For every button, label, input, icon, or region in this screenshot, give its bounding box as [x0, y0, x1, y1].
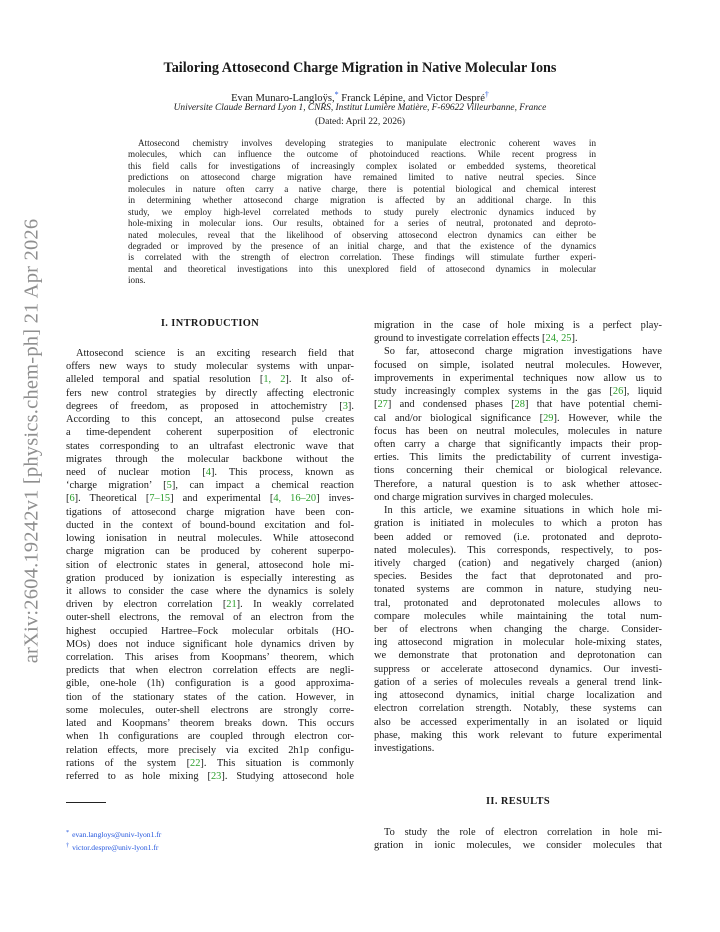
text-line: cal and/or biological significance [29]. However, while the: [374, 412, 663, 424]
text-line: some molecules, outer-shell electrons are strongly corre-: [66, 704, 354, 716]
text-line: in determining whether attosecond charge migration is affected by an additional charge. In this: [128, 195, 596, 206]
text-line: we demonstrate that protonation and deprotonation can: [374, 650, 662, 662]
author-1-footnote-link[interactable]: *: [334, 90, 339, 99]
text-line: MOs) does not induce significant hole dynamics driven by: [66, 638, 354, 650]
text-line: Attosecond chemistry involves developing strategies to manipulate electronic coherent waves in: [138, 138, 596, 148]
text-line: phase, making this work relevant to future experimental: [374, 729, 662, 741]
text-line: often carry a charge that significantly impacts their prop-: [374, 438, 662, 450]
citation-link[interactable]: 24, 25: [545, 333, 572, 345]
text-line: predictions on attosecond charge migration have remained limited to native neutral species. Since: [128, 172, 596, 183]
text-line: improvements in experimental techniques now allow us to: [374, 372, 662, 384]
date-line: (Dated: April 22, 2026): [314, 116, 406, 127]
text-line: ond charge migration survives in charged molecules.: [374, 491, 594, 503]
text-line: tion of the stationary states of the cation. However, in: [66, 691, 354, 703]
text-line: tions concerning their chemical or biological relevance.: [374, 465, 662, 477]
text-line: In this article, we examine situations in which hole mi-: [384, 505, 662, 517]
text-line: this field calls for investigations of increasingly complex isolated or embedded systems, theoretical: [128, 160, 596, 171]
footnotes: [66, 827, 354, 853]
citation-link[interactable]: 23: [210, 771, 222, 782]
paper-title: Tailoring Attosecond Charge Migration in Native Molecular Ions: [163, 60, 557, 76]
citation-link[interactable]: 26: [612, 386, 624, 398]
text-line: gration produced by ionization is especially interesting as: [66, 572, 354, 584]
text-line: So far, attosecond charge migration investigations have: [384, 346, 662, 358]
text-line: gration in ionic molecules, we consider molecules that: [374, 840, 662, 852]
text-line: driven by electron correlation [21]. In weakly correlated: [66, 599, 354, 611]
text-line: focus has been on neutral molecules, molecules in nature: [374, 425, 662, 437]
text-line: lowing ionisation in neutral molecules. While attosecond: [66, 533, 354, 545]
text-line: when 1h configurations are coupled through electron cor-: [66, 731, 354, 743]
footnote-1-email[interactable]: evan.langloys@univ-lyon1.fr: [72, 830, 162, 839]
text-line: also be accessed experimentally in an isolated or liquid: [374, 716, 662, 728]
section-heading-results: II. RESULTS: [485, 796, 551, 807]
text-line: referred to as hole mixing [23]. Studying attosecond hole: [66, 771, 354, 782]
author-2-3: Franck Lépine, and Victor Despré: [338, 93, 485, 104]
text-line: investigations.: [374, 743, 435, 754]
citation-link[interactable]: 7–15: [149, 493, 171, 505]
text-line: mental and theoretical investigations into this unexplored field of attosecond dynamics in molecular: [128, 263, 596, 274]
text-line: is correlated with the strength of electron correlation. These findings will stimulate further experi-: [128, 252, 596, 263]
text-line: hole-mixing in molecular ions. Our results, obtained for a series of neutral, protonated and deproto-: [128, 218, 596, 229]
arxiv-identifier-text: arXiv:2604.19242v1 [physics.chem-ph] 21 Apr 2026: [20, 218, 43, 664]
text-line: ber of electrons when changing the charge. Consider-: [374, 624, 662, 636]
text-line: compare molecules while maintaining the total num-: [374, 610, 662, 622]
text-line: it allows to consider the case where the dynamics is solely: [66, 585, 354, 597]
text-line: alleled temporal and spatial resolution [1, 2]. It also of-: [66, 374, 355, 386]
text-line: study increasingly complex systems in the gas [26], liquid: [374, 386, 662, 398]
text-line: rations of the system [22]. This situation is commonly: [66, 757, 354, 769]
citation-link[interactable]: 28: [514, 399, 525, 411]
text-line: nated molecules). This corresponds, respectively, to pos-: [374, 544, 662, 556]
abstract: [128, 138, 596, 287]
text-line: gration is initiated in molecules to which a proton has: [374, 518, 662, 530]
footnote-1-mark: *: [66, 829, 70, 836]
text-line: [6]. Theoretical [7–15] and experimental [4, 16–20] inves-: [66, 493, 354, 505]
text-line: ducted in the context of bound-bound excitation and fol-: [66, 519, 354, 531]
text-line: gible, one-hole (1h) configuration is a good approxima-: [66, 678, 354, 690]
citation-link[interactable]: 6: [69, 493, 75, 505]
text-line: relation effects, more precisely via excited 2h1p configu-: [66, 744, 354, 756]
text-line: ing attosecond migration in molecular hole-mixing states,: [374, 637, 662, 649]
text-line: predicts that when electron correlation effects are negli-: [66, 665, 354, 677]
text-line: ing attosecond dynamics, initial charge localization and: [374, 690, 662, 702]
results-paragraph: [374, 826, 662, 852]
text-line: suppress or accelerate attosecond dynamics. Our investi-: [374, 663, 662, 675]
arxiv-identifier-stamp: [12, 206, 52, 676]
citation-link[interactable]: 4, 16–20: [273, 493, 317, 505]
author-1: Evan Munaro-Langloÿs,: [231, 93, 335, 104]
text-line: states corresponding to an ultrafast electronic wave that: [66, 440, 354, 452]
citation-link[interactable]: 27: [377, 399, 388, 411]
left-column: [66, 347, 354, 783]
text-line: outer-shell electrons, the removal of an electron from the: [66, 612, 354, 624]
citation-link[interactable]: 4: [205, 466, 211, 478]
footnote-2-email[interactable]: victor.despre@univ-lyon1.fr: [72, 843, 159, 852]
text-line: nated molecules, reveal that the likelihood of observing attosecond electron dynamics can either be: [128, 229, 596, 240]
text-line: study, we employ high-level correlated methods to study purely electronic dynamics induced by: [128, 206, 596, 217]
text-line: To study the role of electron correlation in hole mi-: [384, 827, 662, 838]
text-line: been added or removed (i.e. protonated and deproto-: [374, 531, 662, 543]
text-line: species. Besides the fact that deprotonated and pro-: [374, 571, 662, 583]
text-line: charge migration can be produced by coherent superpo-: [66, 546, 354, 558]
text-line: erties. This limits the predictability of current investiga-: [374, 452, 662, 464]
text-line: highest occupied Hartree–Fock molecular orbitals (HO-: [66, 625, 354, 637]
text-line: correlation. This arises from Koopmans’ theorem, which: [66, 652, 354, 664]
text-line: tral, protonated and deprotonated molecules allows to: [374, 597, 662, 609]
text-line: molecules, which can influence the outcome of photoinduced reactions. While recent progress in: [128, 149, 596, 160]
text-line: gation of a series of molecules reveals a general trend link-: [374, 676, 662, 688]
text-line: lated and Koopmans’ theorem breaks down. This occurs: [66, 718, 354, 730]
text-line: ions.: [128, 275, 146, 286]
text-line: sition of electronic states in general, attosecond hole mi-: [66, 559, 354, 571]
text-line: degrees of freedom, as proposed in attochemistry [3].: [66, 400, 354, 412]
text-line: migration in the case of hole mixing is a perfect play-: [374, 320, 662, 331]
author-3-footnote-link[interactable]: †: [484, 90, 489, 99]
text-line: molecules in nature often carry a native charge, there is potential biological and chemical interest: [128, 183, 596, 194]
citation-link[interactable]: 5: [166, 480, 172, 492]
text-line: Attosecond science is an exciting research field that: [76, 348, 354, 359]
right-column: [374, 319, 662, 755]
text-line: ground to investigate correlation effects [24, 25].: [374, 333, 578, 345]
text-line: migrates through the molecular backbone without the: [66, 453, 354, 465]
text-line: tonated systems are common in nature, studying neu-: [374, 584, 662, 596]
text-line: focused on simple, isolated neutral molecules. However,: [374, 359, 662, 371]
text-line: tigations of attosecond charge migration have been con-: [66, 506, 354, 518]
citation-link[interactable]: 21: [226, 599, 237, 611]
text-line: electron correlation strength. Notably, these systems can: [374, 703, 662, 715]
text-line: [27] and condensed phases [28] that have potential chemi-: [374, 399, 662, 411]
citation-link[interactable]: 1, 2: [263, 374, 286, 386]
text-line: Therefore, a natural question is to ask whether attosec-: [374, 478, 662, 490]
text-line: degraded or improved by the presence of an initial charge, and that the existence of the dynamics: [128, 240, 596, 251]
text-line: a time-dependent coherent superposition of electronic: [66, 427, 354, 439]
citation-link[interactable]: 22: [190, 757, 201, 769]
footnote-2[interactable]: [66, 840, 354, 853]
text-line: offers new ways to study molecular systems with unpar-: [66, 361, 354, 373]
author-list: [0, 90, 720, 104]
text-line: need of nuclear motion [4]. This process, known as: [66, 466, 354, 478]
affiliation: Universite Claude Bernard Lyon 1, CNRS, Institut Lumière Matière, F-69622 Villeurbanne, France: [173, 103, 547, 113]
footnote-2-mark: †: [66, 842, 70, 849]
text-line: ‘charge migration’ [5], can impact a chemical reaction: [66, 480, 354, 492]
footnote-1[interactable]: [66, 827, 354, 840]
text-line: fers new control strategies by directly affecting electronic: [66, 387, 354, 399]
text-line: According to this concept, an attosecond pulse creates: [66, 414, 354, 426]
citation-link[interactable]: 3: [342, 400, 348, 412]
footnote-rule: [66, 802, 106, 803]
citation-link[interactable]: 29: [543, 412, 554, 424]
section-heading-introduction: I. INTRODUCTION: [160, 318, 260, 329]
text-line: itively charged (cation) and negatively charged (anion): [374, 557, 662, 569]
